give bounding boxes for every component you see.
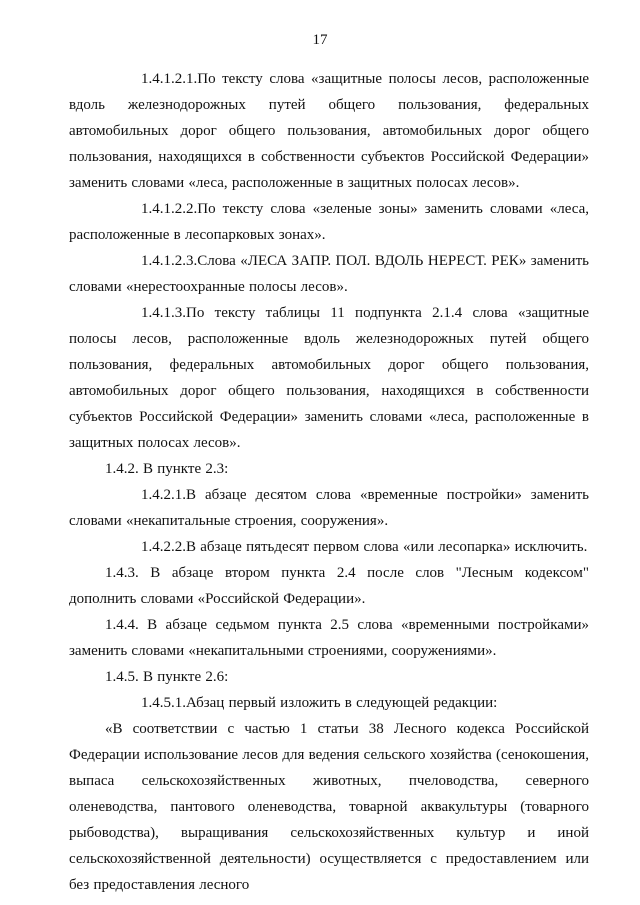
paragraph-text: «В соответствии с частью 1 статьи 38 Лесного кодекса Российской Федерации использование лесов для ведения сельского хозяйства (сенокошения, выпаса сельскохозяйственных животных, пчеловодства, северного оленеводства, пантового оленеводства, товарной аквакультуры (товарного рыбоводства), выращивания сельскохозяйственных культур и иной сельскохозяйственной деятельности) осуществляется с предоставлением или без предоставления лесного [69,721,589,893]
paragraph-number: 1.4.1.2.2. [141,201,198,217]
paragraph-text: 1.4.5. В пункте 2.6: [105,669,229,685]
paragraph-text: По тексту слова «зеленые зоны» заменить словами «леса, расположенные в лесопарковых зонах». [69,201,589,243]
paragraph-1-4-5 [69,664,589,690]
paragraph-text: В абзаце десятом слова «временные постройки» заменить словами «некапитальные строения, сооружения». [69,487,589,529]
paragraph-1-4-1-2-1 [69,66,589,196]
paragraph-text: Слова «ЛЕСА ЗАПР. ПОЛ. ВДОЛЬ НЕРЕСТ. РЕК» заменить словами «нерестоохранные полосы лесов». [69,253,589,295]
paragraph-text: Абзац первый изложить в следующей редакции: [186,695,498,711]
paragraph-number: 1.4.2.1. [141,487,186,503]
paragraph-1-4-5-1 [69,690,589,716]
paragraph-1-4-1-2-2 [69,196,589,248]
document-body [69,66,589,898]
paragraph-text: По тексту слова «защитные полосы лесов, расположенные вдоль железнодорожных путей общего пользования, федеральных автомобильных дорог общего пользования, автомобильных дорог общего пользования, находящихся в собственности субъектов Российской Федерации» заменить словами «леса, расположенные в защитных полосах лесов». [69,71,589,191]
paragraph-text: В абзаце пятьдесят первом слова «или лесопарка» исключить. [186,539,588,555]
paragraph-number: 1.4.2.2. [141,539,186,555]
paragraph-text: 1.4.4. В абзаце седьмом пункта 2.5 слова «временными постройками» заменить словами «некапитальными строениями, сооружениями». [69,617,589,659]
paragraph-number: 1.4.1.2.1. [141,71,198,87]
paragraph-1-4-1-2-3 [69,248,589,300]
paragraph-number: 1.4.1.3. [141,305,186,321]
paragraph-text: 1.4.3. В абзаце втором пункта 2.4 после слов "Лесным кодексом" дополнить словами «Российской Федерации». [69,565,589,607]
paragraph-1-4-2 [69,456,589,482]
paragraph-quote [69,716,589,898]
paragraph-1-4-2-1 [69,482,589,534]
paragraph-number: 1.4.1.2.3. [141,253,198,269]
paragraph-1-4-1-3 [69,300,589,456]
page-number: 17 [312,32,328,48]
paragraph-number: 1.4.5.1. [141,695,186,711]
paragraph-1-4-4 [69,612,589,664]
paragraph-text: По тексту таблицы 11 подпункта 2.1.4 слова «защитные полосы лесов, расположенные вдоль железнодорожных путей общего пользования, федеральных автомобильных дорог общего пользования, автомобильных дорог общего пользования, находящихся в собственности субъектов Российской Федерации» заменить словами «леса, расположенные в защитных полосах лесов». [69,305,589,451]
paragraph-1-4-3 [69,560,589,612]
paragraph-1-4-2-2 [69,534,589,560]
paragraph-text: 1.4.2. В пункте 2.3: [105,461,229,477]
